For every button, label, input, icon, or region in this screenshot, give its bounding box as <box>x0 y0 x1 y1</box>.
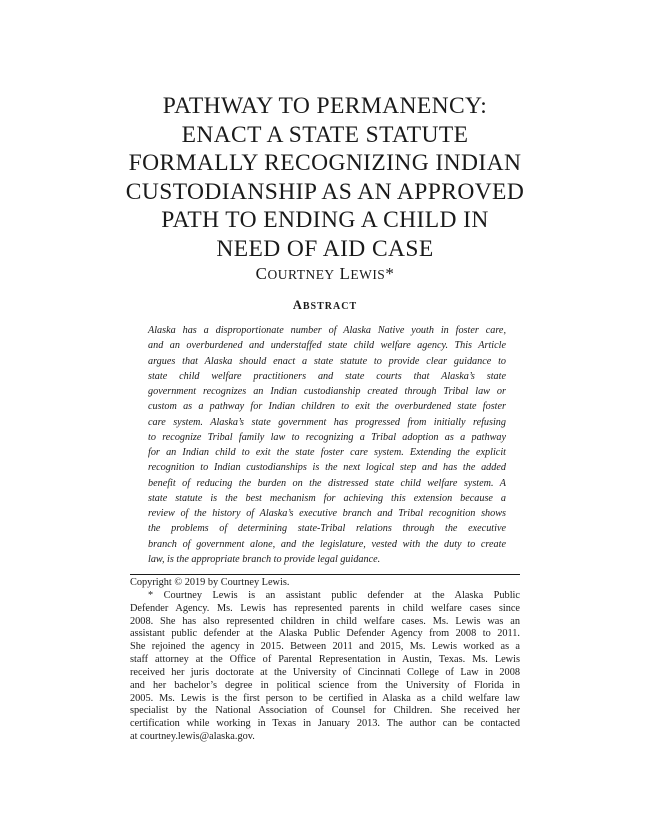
author-byline <box>0 264 650 284</box>
abstract-line: benefit of reducing the burden on the distressed state child welfare system. A <box>148 477 506 489</box>
abstract-line: state child welfare practitioners and state courts that Alaska’s state <box>148 370 506 382</box>
abstract-line: to recognize Tribal family law to recognizing a Tribal adoption as a pathway <box>148 431 506 443</box>
abstract-heading <box>0 298 650 313</box>
footnote-divider <box>130 574 520 575</box>
footnote-line: specialist by the National Association of Counsel for Children. She received her <box>130 705 520 717</box>
abstract-line: care system. Alaska’s state government has progressed from initially refusing <box>148 416 506 428</box>
abstract-heading-initial: A <box>292 298 303 312</box>
abstract-heading-rest: BSTRACT <box>302 301 358 312</box>
abstract-line: the problems of determining state-Tribal relations through the executive <box>148 523 506 535</box>
title-line: PATH TO ENDING A CHILD IN <box>161 207 489 233</box>
footnote-line: and her bachelor’s degree in political science from the University of Florida in <box>130 679 520 691</box>
abstract-line: state statute is the best mechanism for achieving this extension because a <box>148 492 506 504</box>
abstract-line: argues that Alaska should enact a state statute to provide clear guidance to <box>148 355 506 367</box>
author-first-rest: OURTNEY <box>267 267 335 282</box>
article-title <box>100 92 550 263</box>
abstract-line: branch of government alone, and the legislature, vested with the duty to create <box>148 538 506 550</box>
footnote-line: certification while working in Texas in January 2013. The author can be contacted <box>130 718 520 730</box>
author-last-rest: EWIS <box>350 267 386 282</box>
title-line: FORMALLY RECOGNIZING INDIAN <box>128 150 522 176</box>
footnote-line: 2005. Ms. Lewis is the first person to be certified in Alaska as a child welfare law <box>130 692 520 704</box>
abstract-line: recognition to Indian custodianships is the next logical step and has the added <box>148 462 506 474</box>
title-line: PATHWAY TO PERMANENCY: <box>162 93 488 119</box>
footnote-line: received her juris doctorate at the University of Cincinnati College of Law in 2008 <box>130 666 520 678</box>
author-first-initial: C <box>255 264 268 283</box>
abstract-line: for an Indian child to exit the state foster care system. Extending the explicit <box>148 447 506 458</box>
footnote-block <box>130 577 520 744</box>
footnote-line: 2008. She has also represented children in child welfare cases. Ms. Lewis was an <box>130 615 520 627</box>
footnote-line: She rejoined the agency in 2015. Between 2011 and 2015, Ms. Lewis worked as a <box>130 641 520 653</box>
title-line: CUSTODIANSHIP AS AN APPROVED <box>125 178 525 205</box>
title-line: ENACT A STATE STATUTE <box>181 121 469 148</box>
abstract-line: Alaska has a disproportionate number of Alaska Native youth in foster care, <box>148 325 506 336</box>
footnote-line: assistant public defender at the Alaska Public Defender Agency from 2008 to 2011. <box>130 628 520 640</box>
author-last-initial: L <box>339 264 351 283</box>
footnote-line: * Courtney Lewis is an assistant public defender at the Alaska Public <box>148 589 520 601</box>
footnote-line: staff attorney at the Office of Parental Representation in Austin, Texas. Ms. Lewis <box>130 654 520 666</box>
abstract-line: government recognizes an Indian custodianship created through Tribal law or <box>148 386 506 397</box>
abstract-line: review of the history of Alaska’s executive branch and Tribal recognition shows <box>148 508 506 519</box>
title-line: NEED OF AID CASE <box>216 235 434 262</box>
footnote-line: Defender Agency. Ms. Lewis has represented parents in child welfare cases since <box>130 602 520 614</box>
copyright-notice: Copyright © 2019 by Courtney Lewis. <box>130 577 290 588</box>
abstract-body <box>148 323 506 567</box>
footnote-line: at courtney.lewis@alaska.gov. <box>130 731 255 743</box>
abstract-line: and an overburdened and understaffed state child welfare agency. This Article <box>148 340 506 352</box>
abstract-line: custom as a pathway for Indian children to exit the overburdened state foster <box>148 401 506 413</box>
author-footnote-marker: * <box>385 264 395 283</box>
abstract-line: law, is the appropriate branch to provide legal guidance. <box>148 553 381 565</box>
